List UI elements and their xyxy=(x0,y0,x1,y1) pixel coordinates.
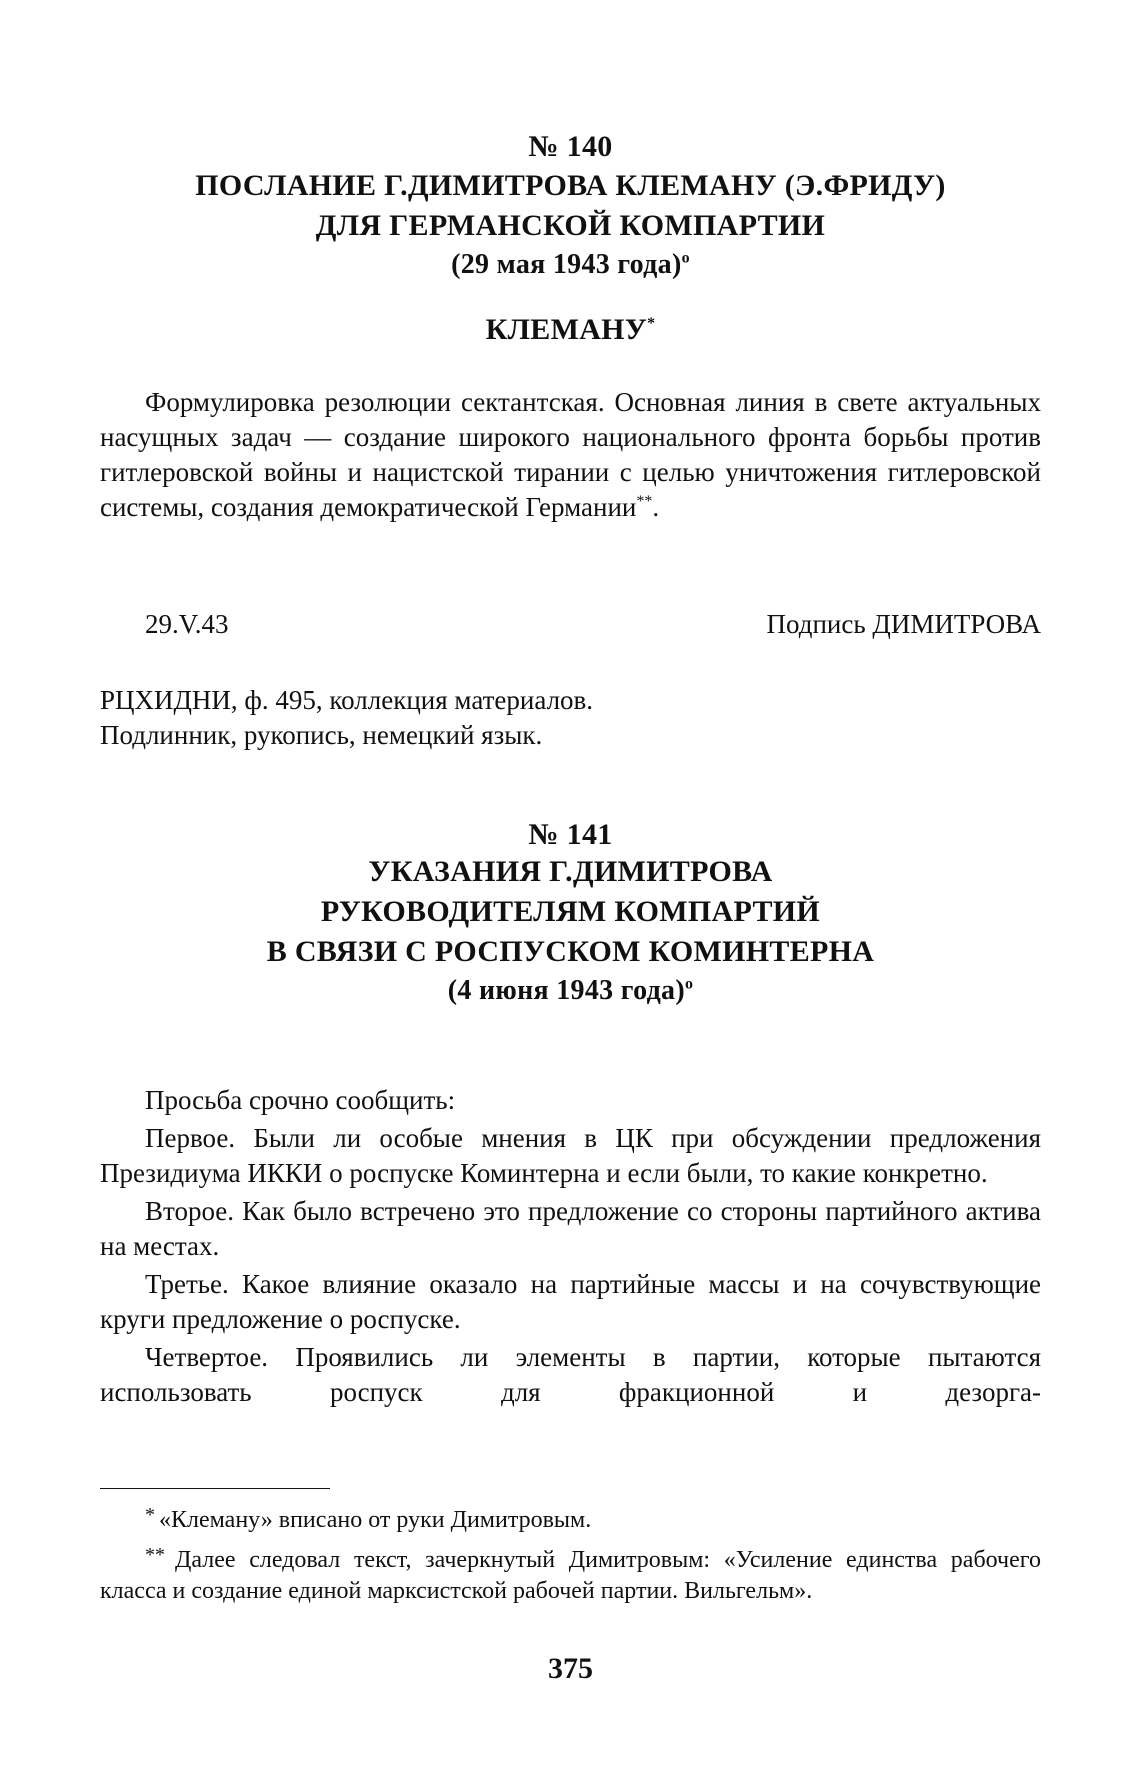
doc-141-body xyxy=(100,1083,1041,1410)
doc-date xyxy=(100,246,1041,284)
footnote-divider xyxy=(100,1488,330,1489)
footnote xyxy=(100,1500,1041,1536)
addressee-text: КЛЕМАНУ xyxy=(485,313,648,346)
doc-number: № 140 xyxy=(528,130,613,163)
doc-140-body: Формулировка резолюции сектантская. Основная линия в свете актуальных насущных задач — создание широкого национального фронта борьбы против гитлеровской войны и нацистской тирании с целью уничтожения гитлеровской системы, создания демократической Германии**. xyxy=(100,387,1041,522)
sign-date: 29.V.43 xyxy=(145,609,229,639)
footnote-text: «Клеману» вписано от руки Димитровым. xyxy=(159,1507,592,1533)
date-footnote-mark: о xyxy=(684,975,694,993)
body-text: Формулировка резолюции сектантская. Основная линия в свете актуальных насущных задач — создание широкого национального фронта борьбы против гитлеровской войны и нацистской тирании с целью уничтожения гитлеровской системы, создания демократической Германии xyxy=(100,387,1041,522)
list-item: Второе. Как было встречено это предложение со стороны партийного актива на местах. xyxy=(100,1196,1041,1261)
doc-141 xyxy=(100,818,1041,1010)
footnote-mark: ** xyxy=(636,493,653,510)
archive-reference xyxy=(100,683,1041,753)
list-item: Первое. Были ли особые мнения в ЦК при обсуждении предложения Президиума ИККИ о роспуске Коминтерна и если были, то какие конкретно. xyxy=(100,1123,1041,1188)
archive-line: РЦХИДНИ, ф. 495, коллекция материалов. xyxy=(100,685,594,715)
footnote-mark: * xyxy=(145,1504,155,1526)
footnote-mark: * xyxy=(647,315,656,332)
page-number: 375 xyxy=(548,1652,593,1685)
list-item: Третье. Какое влияние оказало на партийные массы и на сочувствующие круги предложение о роспуске. xyxy=(100,1269,1041,1334)
footnote-mark: ** xyxy=(145,1544,165,1566)
intro-paragraph: Просьба срочно сообщить: xyxy=(145,1085,456,1115)
doc-title-line: УКАЗАНИЯ Г.ДИМИТРОВА xyxy=(368,855,773,888)
footnotes xyxy=(100,1500,1041,1607)
doc-140 xyxy=(100,130,1041,284)
doc-title-line: ДЛЯ ГЕРМАНСКОЙ КОМПАРТИИ xyxy=(315,209,826,242)
addressee xyxy=(100,312,1041,348)
footnote-text: Далее следовал текст, зачеркнутый Димитровым: «Усиление единства рабочего класса и создание единой марксистской рабочей партии. Вильгельм». xyxy=(100,1547,1041,1604)
doc-date-text: (4 июня 1943 года) xyxy=(447,975,685,1006)
doc-number: № 141 xyxy=(528,818,613,851)
doc-date xyxy=(100,972,1041,1010)
signature-row xyxy=(100,607,1041,642)
date-footnote-mark: о xyxy=(681,249,690,267)
doc-title-line: РУКОВОДИТЕЛЯМ КОМПАРТИЙ xyxy=(320,895,821,928)
footnote xyxy=(100,1540,1041,1607)
list-item: Четвертое. Проявились ли элементы в партии, которые пытаются использовать роспуск для фракционной и дезорга- xyxy=(100,1342,1041,1407)
doc-title-line: В СВЯЗИ С РОСПУСКОМ КОМИНТЕРНА xyxy=(266,935,875,968)
doc-title-line: ПОСЛАНИЕ Г.ДИМИТРОВА КЛЕМАНУ (Э.ФРИДУ) xyxy=(195,169,946,202)
doc-date-text: (29 мая 1943 года) xyxy=(451,249,682,280)
signature: Подпись ДИМИТРОВА xyxy=(766,609,1041,639)
archive-line: Подлинник, рукопись, немецкий язык. xyxy=(100,720,543,750)
